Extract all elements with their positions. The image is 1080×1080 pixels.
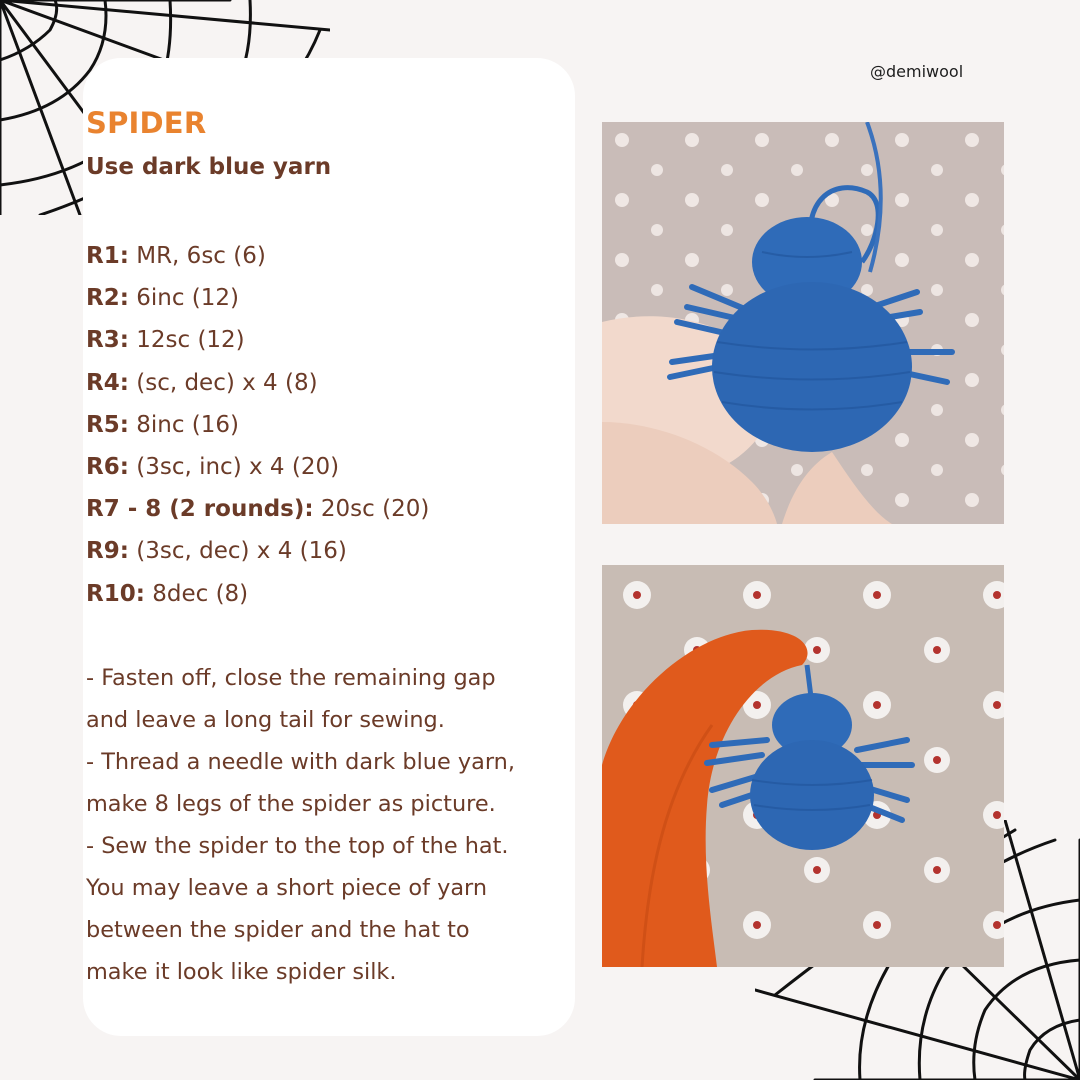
author-handle: @demiwool [870, 62, 964, 81]
round-text: (3sc, inc) x 4 (20) [128, 453, 340, 480]
pattern-subtitle: Use dark blue yarn [86, 154, 332, 180]
round-label: R4: [86, 369, 129, 396]
instruction-line: make 8 legs of the spider as picture. [86, 791, 496, 817]
round-item [86, 447, 429, 489]
round-text: 8dec (8) [144, 580, 249, 607]
round-label: R9: [86, 538, 129, 565]
round-item [86, 236, 429, 278]
pattern-title: SPIDER [86, 106, 207, 140]
instruction-line: and leave a long tail for sewing. [86, 707, 445, 733]
instruction-line: - Thread a needle with dark blue yarn, [86, 749, 515, 775]
round-label: R6: [86, 453, 129, 480]
round-text: 8inc (16) [128, 411, 240, 438]
round-label: R2: [86, 285, 129, 312]
round-item [86, 320, 429, 362]
photo-spider-in-hand [602, 122, 1004, 524]
round-text: (sc, dec) x 4 (8) [128, 369, 318, 396]
photo-spider-on-hat [602, 565, 1004, 967]
rounds-list [86, 236, 429, 616]
round-item [86, 405, 429, 447]
round-item [86, 574, 429, 616]
instruction-line: - Sew the spider to the top of the hat. [86, 833, 509, 859]
round-text: (3sc, dec) x 4 (16) [128, 538, 347, 565]
round-text: 12sc (12) [128, 327, 245, 354]
instructions-list [86, 657, 515, 993]
round-text: 6inc (12) [128, 285, 240, 312]
instruction-line: You may leave a short piece of yarn [86, 875, 488, 901]
round-label: R1: [86, 243, 129, 269]
instruction-line: make it look like spider silk. [86, 959, 397, 985]
instruction-line: - Fasten off, close the remaining gap [86, 665, 496, 691]
round-label: R10: [86, 580, 145, 607]
round-item [86, 489, 429, 531]
round-text: MR, 6sc (6) [128, 243, 266, 269]
round-label: R5: [86, 411, 129, 438]
round-item [86, 363, 429, 405]
round-item [86, 278, 429, 320]
round-text: 20sc (20) [313, 496, 430, 523]
round-item [86, 531, 429, 573]
round-label: R3: [86, 327, 129, 354]
instruction-line: between the spider and the hat to [86, 917, 470, 943]
round-label: R7 - 8 (2 rounds): [86, 496, 314, 523]
